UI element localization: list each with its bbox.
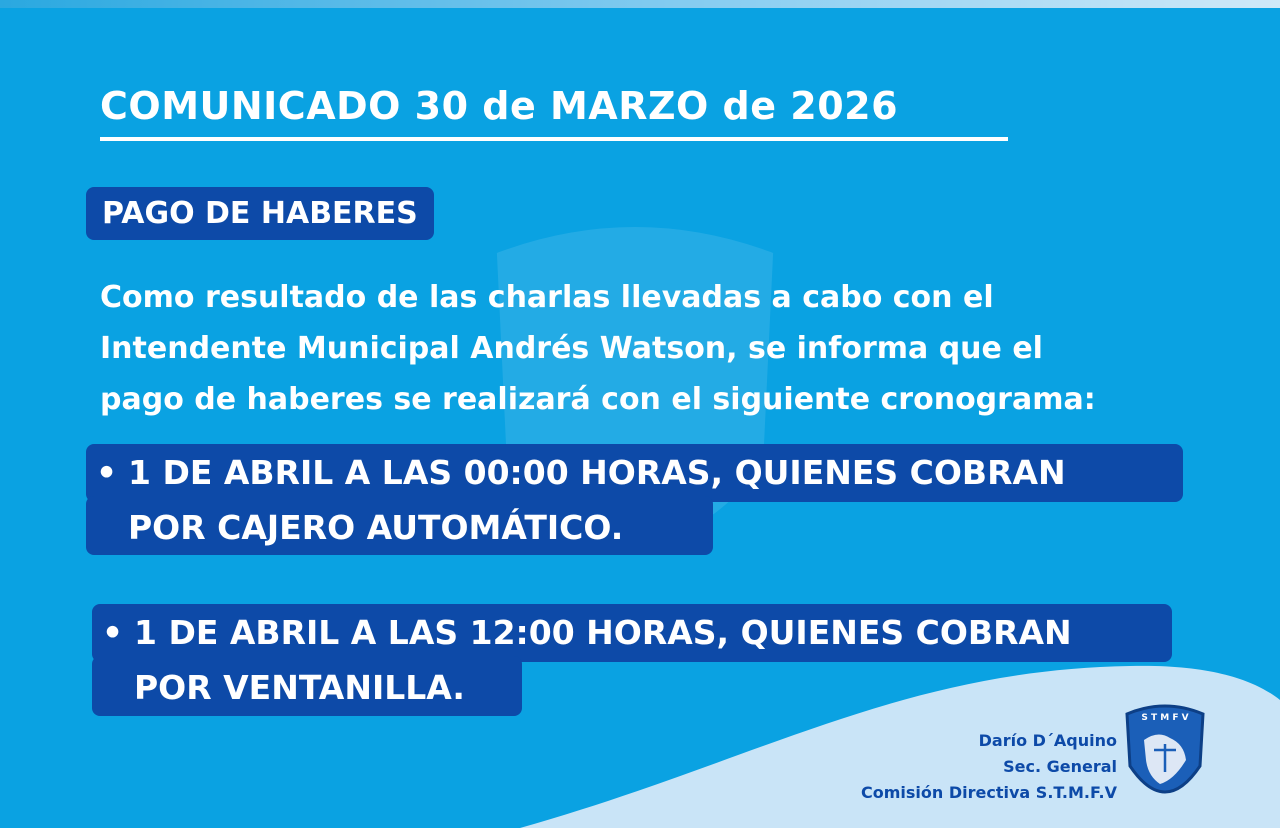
intro-paragraph xyxy=(100,272,1096,425)
schedule-item-2-line-1: • 1 DE ABRIL A LAS 12:00 HORAS, QUIENES COBRAN xyxy=(102,613,1072,652)
svg-text:S T M F V: S T M F V xyxy=(1141,713,1189,723)
bullet-icon: • xyxy=(96,453,118,492)
intro-line: pago de haberes se realizará con el siguiente cronograma: xyxy=(100,382,1096,417)
signature-block xyxy=(861,728,1117,806)
schedule-item-2-line-2: POR VENTANILLA. xyxy=(134,668,465,707)
signature-org: Comisión Directiva S.T.M.F.V xyxy=(861,783,1117,802)
signature-name: Darío D´Aquino xyxy=(978,731,1117,750)
title-underline xyxy=(100,137,1008,141)
schedule-item-1-line-1: • 1 DE ABRIL A LAS 00:00 HORAS, QUIENES COBRAN xyxy=(96,453,1066,492)
top-strip xyxy=(0,0,1280,8)
schedule-item-1-line-2: POR CAJERO AUTOMÁTICO. xyxy=(128,508,624,547)
intro-line: Intendente Municipal Andrés Watson, se informa que el xyxy=(100,331,1043,366)
intro-line: Como resultado de las charlas llevadas a cabo con el xyxy=(100,280,994,315)
page-title: COMUNICADO 30 de MARZO de 2026 xyxy=(100,84,899,128)
section-tag: PAGO DE HABERES xyxy=(86,187,434,240)
union-shield-logo-icon xyxy=(1124,700,1206,804)
bullet-icon: • xyxy=(102,613,124,652)
signature-role: Sec. General xyxy=(1003,757,1117,776)
